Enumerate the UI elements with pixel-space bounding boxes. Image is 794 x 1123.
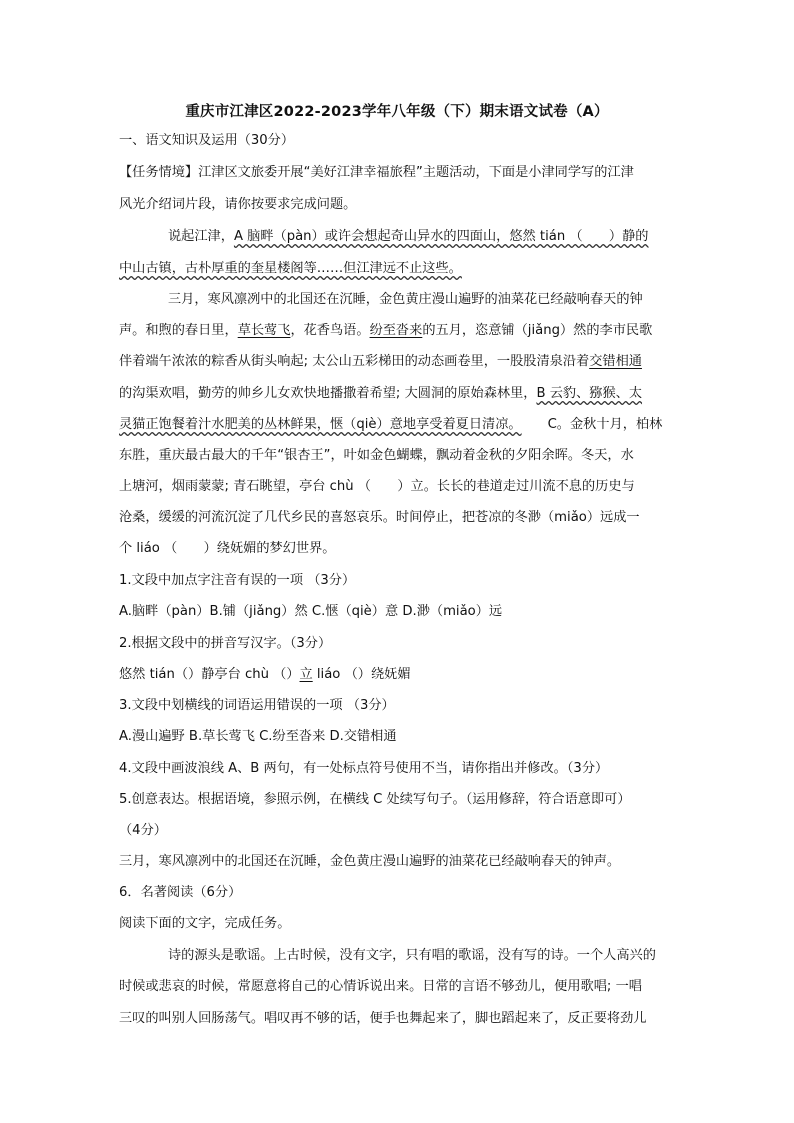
- para2-line-2: [119, 321, 679, 341]
- text-span: 声。和煦的春日里，: [119, 323, 238, 338]
- para1-line-2: [119, 259, 679, 279]
- underlined-word-c: 纷至沓来: [369, 323, 423, 338]
- reading-line-3: 三叹的叫别人回肠荡气。唱叹再不够的话，便手也舞起来了，脚也蹈起来了，反正要将劲儿: [119, 1011, 647, 1026]
- para1-line-1: [168, 227, 728, 247]
- question-5-line-2: （4分）: [119, 823, 167, 838]
- wavy-sentence-b-cont: 灵猫正饱餐着汁水肥美的丛林鲜果，惬（qiè）意地享受着夏日清凉。: [119, 417, 522, 432]
- para2-line-1: 三月，寒风凛冽中的北国还在沉睡，金色黄庄漫山遍野的油菜花已经敲响春天的钟: [168, 292, 643, 307]
- text-span: 的沟渠欢唱，勤劳的帅乡儿女欢快地播撒着希望; 大圆洞的原始森林里，: [119, 386, 537, 401]
- underlined-char: 立: [299, 667, 313, 682]
- question-2: 2.根据文段中的拼音写汉字。（3分）: [119, 636, 332, 651]
- question-1: 1.文段中加点字注音有误的一项 （3分）: [119, 573, 356, 588]
- para2-line-7: 上塘河，烟雨蒙蒙; 青石眺望，亭台 chù （ ）立。长长的巷道走过川流不息的历史与: [119, 479, 635, 494]
- para2-line-8: 沧桑，缓缓的河流沉淀了几代乡民的喜怒哀乐。时间停止，把苍凉的冬渺（miǎo）远成一: [119, 510, 640, 525]
- exam-title: 重庆市江津区2022-2023学年八年级（下）期末语文试卷（A）: [185, 104, 609, 120]
- text-span: 伴着端午浓浓的粽香从街头响起; 太公山五彩梯田的动态画卷里，一股股清泉沿着: [119, 354, 590, 369]
- underlined-word-d: 交错相通: [589, 354, 642, 369]
- task-line-1: 【任务情境】江津区文旅委开展“美好江津幸福旅程”主题活动，下面是小津同学写的江津: [119, 165, 634, 180]
- question-2-items: [119, 665, 679, 685]
- question-5-example: 三月，寒风凛冽中的北国还在沉睡，金色黄庄漫山遍野的油菜花已经敲响春天的钟声。: [119, 854, 621, 869]
- question-3: 3.文段中划横线的词语运用错误的一项 （3分）: [119, 698, 395, 713]
- reading-line-1: 诗的源头是歌谣。上古时候，没有文字，只有唱的歌谣，没有写的诗。一个人高兴的: [168, 948, 656, 963]
- question-5-line-1: 5.创意表达。根据语境，参照示例，在横线 C 处续写句子。（运用修辞，符合语意即可）: [119, 792, 631, 807]
- text-span: ，花香鸟语。: [290, 323, 370, 338]
- para2-line-3: [119, 352, 679, 372]
- question-3-options: A.漫山遍野 B.草长莺飞 C.纷至沓来 D.交错相通: [119, 729, 397, 744]
- para2-line-6: 东胜，重庆最古最大的千年“银杏王”，叶如金色蝴蝶，飘动着金秋的夕阳余晖。冬天，水: [119, 448, 634, 463]
- task-line-2: 风光介绍词片段，请你按要求完成问题。: [119, 197, 357, 212]
- section-heading: 一、语文知识及运用（30分）: [119, 133, 295, 148]
- text-span: liáo （）绕妩媚: [312, 667, 411, 682]
- para2-line-5: [119, 415, 679, 435]
- para2-line-9: 个 liáo （ ）绕妩媚的梦幻世界。: [119, 541, 336, 556]
- underlined-word-b: 草长莺飞: [237, 323, 291, 338]
- blank-c: C。金秋十月，柏林: [547, 417, 663, 432]
- wavy-sentence-b: B 云豹、猕猴、太: [536, 386, 643, 401]
- question-1-options: A.脑畔（pàn）B.铺（jiǎng）然 C.惬（qiè）意 D.渺（miǎo）远: [119, 604, 503, 619]
- text-span: 的五月，恣意铺（jiǎng）然的李市民歌: [422, 323, 653, 338]
- reading-line-2: 时候或悲哀的时候，常愿意将自己的心情诉说出来。日常的言语不够劲儿，便用歌唱; 一唱: [119, 979, 642, 994]
- question-6: 6．名著阅读（6分）: [119, 885, 242, 900]
- para2-line-4: [119, 384, 679, 404]
- question-4: 4.文段中画波浪线 A、B 两句，有一处标点符号使用不当，请你指出并修改。（3分）: [119, 761, 609, 776]
- wavy-sentence-a: A 脑畔（pàn）或许会想起奇山异水的四面山，悠然 tián （ ）静的: [233, 229, 649, 244]
- wavy-sentence-a-cont: 中山古镇，古朴厚重的奎星楼阁等……但江津远不止这些。: [119, 261, 462, 276]
- text-span: 悠然 tián（）静亭台 chù （）: [119, 667, 300, 682]
- para1-intro: 说起江津，: [168, 229, 234, 244]
- question-6-instruction: 阅读下面的文字，完成任务。: [119, 916, 291, 931]
